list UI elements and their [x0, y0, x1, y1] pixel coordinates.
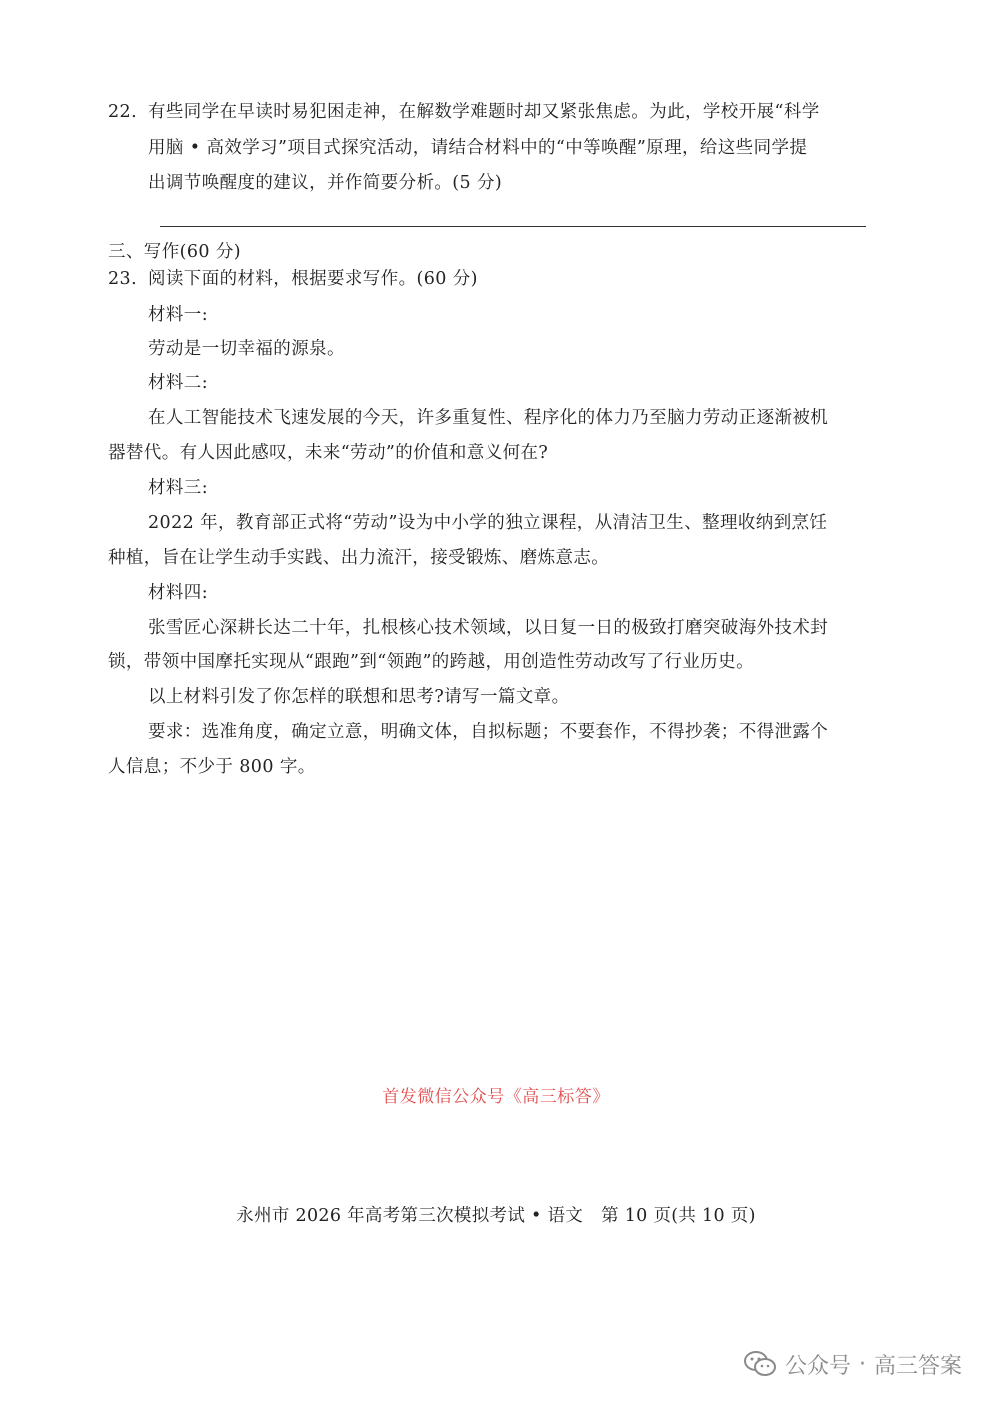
section-title-writing: 三、写作(60 分) — [108, 242, 241, 262]
q22-text-1: 有些同学在早读时易犯困走神，在解数学难题时却又紧张焦虑。为此，学校开展“科学 — [148, 102, 820, 122]
watermark-account-name: 高三答案 — [873, 1353, 962, 1379]
material3-label: 材料三: — [148, 478, 208, 498]
material1-label: 材料一: — [148, 305, 208, 325]
q23-number: 23. — [108, 269, 138, 289]
watermark-label: 公众号 — [784, 1353, 851, 1379]
requirement-line-2: 人信息；不少于 800 字。 — [108, 757, 316, 777]
footer-page-number: 第 10 页(共 10 页) — [601, 1206, 756, 1226]
q23-prompt: 以上材料引发了你怎样的联想和思考?请写一篇文章。 — [148, 687, 570, 707]
wechat-icon — [743, 1350, 777, 1378]
answer-line — [160, 226, 866, 227]
q22-line-1 — [108, 104, 820, 122]
material2-label: 材料二: — [148, 373, 208, 393]
material4-line-2: 锁，带领中国摩托实现从“跟跑”到“领跑”的跨越，用创造性劳动改写了行业历史。 — [108, 652, 754, 672]
requirement-line-1: 要求：选准角度，确定立意，明确文体，自拟标题；不要套作，不得抄袭；不得泄露个 — [148, 722, 829, 742]
q23-intro: 阅读下面的材料，根据要求写作。(60 分) — [148, 269, 478, 289]
material4-line-1: 张雪匠心深耕长达二十年，扎根核心技术领域，以日复一日的极致打磨突破海外技术封 — [148, 618, 829, 638]
material1-text: 劳动是一切幸福的源泉。 — [148, 339, 345, 359]
material3-line-2: 种植，旨在让学生动手实践、出力流汗，接受锻炼、磨炼意志。 — [108, 548, 610, 568]
material2-line-1: 在人工智能技术飞速发展的今天，许多重复性、程序化的体力乃至脑力劳动正逐渐被机 — [148, 408, 829, 428]
q22-line-3: 出调节唤醒度的建议，并作简要分析。(5 分) — [148, 173, 503, 193]
wechat-watermark — [743, 1350, 962, 1378]
material3-line-1: 2022 年，教育部正式将“劳动”设为中小学的独立课程，从清洁卫生、整理收纳到烹饪 — [148, 513, 828, 533]
watermark-separator: · — [858, 1351, 866, 1377]
promo-note: 首发微信公众号《高三标答》 — [382, 1087, 610, 1107]
q22-line-2: 用脑 • 高效学习”项目式探究活动，请结合材料中的“中等唤醒”原理，给这些同学提 — [148, 138, 808, 158]
q22-number: 22. — [108, 102, 138, 122]
material4-label: 材料四: — [148, 583, 208, 603]
material2-line-2: 器替代。有人因此感叹，未来“劳动”的价值和意义何在? — [108, 443, 549, 463]
footer-exam-title: 永州市 2026 年高考第三次模拟考试 • 语文 — [236, 1206, 584, 1226]
page-footer — [0, 1202, 992, 1227]
q23-intro-line — [108, 271, 478, 289]
